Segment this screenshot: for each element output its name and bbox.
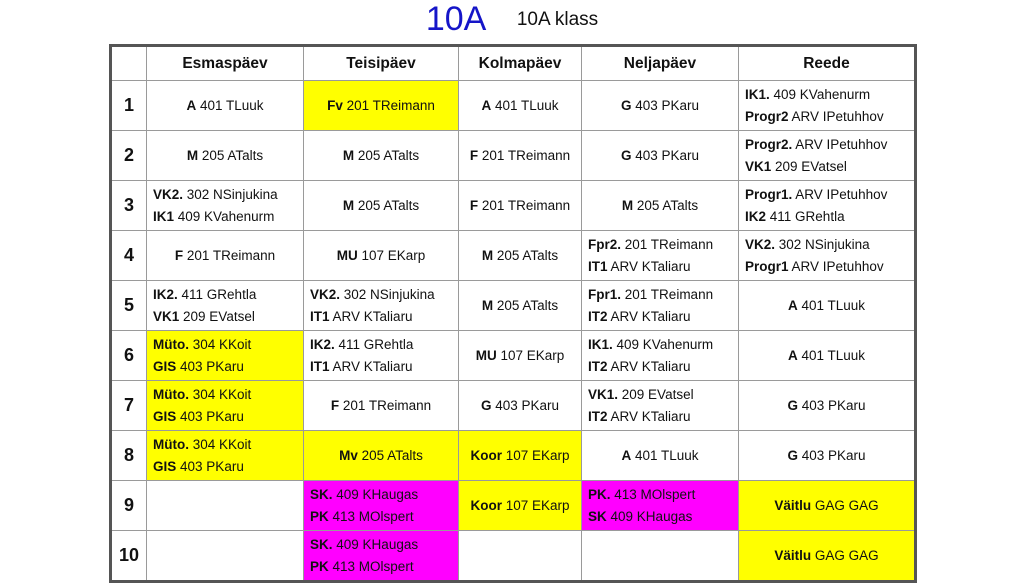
subject-code: A [481,97,492,113]
lesson-line [739,295,914,317]
lesson-cell [304,331,459,381]
lesson-line [739,184,914,206]
subject-code: VK1. [588,386,619,402]
room-teacher: ARV KTaliaru [332,308,413,324]
subject-code: IK2. [153,286,178,302]
subject-code: PK. [588,486,611,502]
room-teacher: 201 TReimann [624,286,714,302]
lesson-cell [582,181,739,231]
subject-code: Müto. [153,436,189,452]
day-header: Kolmapäev [459,46,582,81]
subject-code: VK2. [153,186,184,202]
lesson-line [147,184,303,206]
room-teacher: 201 TReimann [186,247,276,263]
lesson-line [582,256,738,278]
room-teacher: 302 NSinjukina [778,236,870,252]
lesson-line [304,445,458,467]
subject-code: A [186,97,197,113]
lesson-cell [459,281,582,331]
table-row [111,281,916,331]
room-teacher: 107 EKarp [361,247,426,263]
subject-code: GIS [153,408,177,424]
lesson-cell [304,481,459,531]
lesson-line [304,534,458,556]
subject-code: Väitlu [774,547,812,563]
subject-code: IT2 [588,358,608,374]
table-row [111,481,916,531]
room-teacher: 403 PKaru [801,397,866,413]
class-name: 10A klass [516,8,599,30]
lesson-line [304,334,458,356]
room-teacher: 409 KVahenurm [773,86,871,102]
lesson-cell [304,281,459,331]
lesson-cell [147,131,304,181]
lesson-line [304,284,458,306]
room-teacher: 403 PKaru [180,458,244,474]
room-teacher: 403 PKaru [635,147,700,163]
lesson-line [582,145,738,167]
room-teacher: 304 KKoit [192,386,252,402]
lesson-cell [304,81,459,131]
room-teacher: ARV IPetuhhov [795,186,888,202]
room-teacher: GAG GAG [814,497,879,513]
room-teacher: 205 ATalts [636,197,699,213]
lesson-line [147,306,303,328]
lesson-line [304,506,458,528]
lesson-line [739,545,914,567]
lesson-line [147,356,303,378]
lesson-cell [739,381,916,431]
subject-code: G [620,97,632,113]
lesson-line [147,434,303,456]
room-teacher: 205 ATalts [361,447,423,463]
corner-cell [111,46,147,81]
room-teacher: 409 KHaugas [336,536,419,552]
subject-code: Progr1 [745,258,789,274]
lesson-cell [582,481,739,531]
room-teacher: ARV IPetuhhov [791,258,884,274]
subject-code: SK. [310,486,333,502]
page-title [0,0,1024,44]
subject-code: IK1. [588,336,613,352]
subject-code: IK2. [310,336,335,352]
subject-code: MU [336,247,358,263]
room-teacher: 201 TReimann [624,236,714,252]
header-row [111,46,916,81]
room-teacher: ARV KTaliaru [332,358,413,374]
subject-code: G [787,397,798,413]
lesson-line [459,95,581,117]
subject-code: M [186,147,199,163]
lesson-cell [304,531,459,582]
subject-code: SK [588,508,607,524]
subject-code: Koor [470,447,502,463]
subject-code: M [621,197,634,213]
subject-code: M [342,147,355,163]
lesson-cell [739,181,916,231]
room-teacher: 302 NSinjukina [343,286,435,302]
lesson-line [582,195,738,217]
subject-code: GIS [153,358,177,374]
subject-code: A [787,297,798,313]
lesson-line [304,395,458,417]
room-teacher: 401 TLuuk [801,347,866,363]
lesson-cell [582,381,739,431]
lesson-cell [459,331,582,381]
room-teacher: 409 KVahenurm [616,336,714,352]
lesson-line [739,345,914,367]
lesson-cell [147,381,304,431]
subject-code: Väitlu [774,497,812,513]
room-teacher: 411 GRehtla [338,336,414,352]
lesson-line [582,284,738,306]
room-teacher: 201 TReimann [481,197,571,213]
room-teacher: 409 KHaugas [610,508,693,524]
subject-code: Fv [327,97,343,113]
table-row [111,381,916,431]
lesson-cell [147,181,304,231]
lesson-line [739,206,914,228]
lesson-line [304,195,458,217]
table-row [111,181,916,231]
room-teacher: ARV IPetuhhov [791,108,884,124]
lesson-cell [304,131,459,181]
subject-code: VK1 [153,308,180,324]
lesson-cell [459,531,582,582]
lesson-cell [459,81,582,131]
subject-code: G [480,397,492,413]
lesson-cell [147,481,304,531]
subject-code: VK2. [745,236,776,252]
room-teacher: ARV KTaliaru [610,258,691,274]
lesson-cell [459,231,582,281]
lesson-cell [582,131,739,181]
subject-code: IK2 [745,208,767,224]
room-teacher: 302 NSinjukina [186,186,278,202]
timetable [109,44,917,583]
room-teacher: 413 MOlspert [614,486,696,502]
subject-code: PK [310,508,329,524]
lesson-line [582,334,738,356]
lesson-line [147,334,303,356]
lesson-cell [582,331,739,381]
lesson-cell [739,331,916,381]
period-number: 3 [111,181,147,231]
day-header: Teisipäev [304,46,459,81]
lesson-line [739,495,914,517]
lesson-line [459,495,581,517]
lesson-cell [304,231,459,281]
lesson-line [459,445,581,467]
room-teacher: 107 EKarp [500,347,565,363]
lesson-line [739,156,914,178]
room-teacher: 201 TReimann [342,397,432,413]
room-teacher: 411 GRehtla [181,286,257,302]
class-code: 10A [425,0,487,38]
lesson-cell [147,431,304,481]
lesson-cell [459,381,582,431]
table-row [111,81,916,131]
room-teacher: 205 ATalts [357,147,420,163]
subject-code: IT1 [310,308,330,324]
lesson-cell [739,481,916,531]
lesson-line [459,145,581,167]
room-teacher: 403 PKaru [801,447,866,463]
subject-code: F [469,147,479,163]
room-teacher: 209 EVatsel [621,386,694,402]
subject-code: GIS [153,458,177,474]
lesson-line [739,395,914,417]
room-teacher: ARV KTaliaru [610,358,691,374]
lesson-cell [147,331,304,381]
subject-code: IT1 [310,358,330,374]
period-number: 5 [111,281,147,331]
table-row [111,231,916,281]
room-teacher: 205 ATalts [357,197,420,213]
room-teacher: 413 MOlspert [332,558,414,574]
room-teacher: 409 KVahenurm [177,208,275,224]
lesson-line [304,556,458,578]
subject-code: IT2 [588,308,608,324]
lesson-cell [582,431,739,481]
subject-code: M [481,297,494,313]
room-teacher: 411 GRehtla [769,208,845,224]
room-teacher: 209 EVatsel [183,308,255,324]
lesson-line [304,356,458,378]
room-teacher: 403 PKaru [635,97,700,113]
lesson-cell [739,531,916,582]
lesson-cell [304,381,459,431]
room-teacher: ARV IPetuhhov [795,136,888,152]
lesson-cell [459,131,582,181]
lesson-line [582,384,738,406]
lesson-line [739,445,914,467]
room-teacher: 304 KKoit [192,436,252,452]
subject-code: M [481,247,494,263]
room-teacher: 413 MOlspert [332,508,414,524]
subject-code: F [330,397,340,413]
room-teacher: 201 TReimann [346,97,435,113]
table-row [111,331,916,381]
lesson-line [582,445,738,467]
lesson-line [147,406,303,428]
table-row [111,531,916,582]
lesson-line [459,345,581,367]
lesson-cell [147,281,304,331]
lesson-cell [582,231,739,281]
room-teacher: 401 TLuuk [801,297,866,313]
lesson-line [147,456,303,478]
subject-code: Müto. [153,386,189,402]
room-teacher: ARV KTaliaru [610,408,691,424]
lesson-line [459,195,581,217]
subject-code: VK2. [310,286,341,302]
room-teacher: 107 EKarp [505,447,570,463]
room-teacher: GAG GAG [814,547,879,563]
lesson-line [304,245,458,267]
room-teacher: 209 EVatsel [775,158,847,174]
period-number: 1 [111,81,147,131]
lesson-line [739,234,914,256]
period-number: 4 [111,231,147,281]
lesson-cell [739,431,916,481]
lesson-line [147,95,303,117]
subject-code: A [787,347,798,363]
period-number: 10 [111,531,147,582]
lesson-cell [304,181,459,231]
lesson-cell [582,81,739,131]
lesson-cell [739,281,916,331]
lesson-cell [459,181,582,231]
subject-code: IK1. [745,86,770,102]
period-number: 7 [111,381,147,431]
subject-code: Müto. [153,336,189,352]
lesson-cell [582,531,739,582]
lesson-line [582,95,738,117]
room-teacher: ARV KTaliaru [610,308,691,324]
room-teacher: 107 EKarp [505,497,570,513]
lesson-line [304,484,458,506]
subject-code: F [174,247,184,263]
lesson-cell [739,81,916,131]
subject-code: PK [310,558,329,574]
subject-code: G [787,447,798,463]
lesson-line [582,484,738,506]
subject-code: MU [475,347,497,363]
lesson-cell [147,81,304,131]
table-row [111,131,916,181]
lesson-cell [739,131,916,181]
subject-code: M [342,197,355,213]
lesson-line [739,106,914,128]
day-header: Esmaspäev [147,46,304,81]
lesson-line [459,395,581,417]
lesson-line [582,234,738,256]
lesson-line [147,245,303,267]
lesson-line [459,245,581,267]
subject-code: IK1 [153,208,175,224]
subject-code: Fpr1. [588,286,622,302]
room-teacher: 401 TLuuk [494,97,559,113]
lesson-cell [739,231,916,281]
room-teacher: 304 KKoit [192,336,252,352]
lesson-cell [304,431,459,481]
lesson-line [582,406,738,428]
lesson-line [147,206,303,228]
subject-code: SK. [310,536,333,552]
subject-code: Fpr2. [588,236,622,252]
period-number: 9 [111,481,147,531]
lesson-cell [459,431,582,481]
subject-code: A [621,447,632,463]
subject-code: IT2 [588,408,608,424]
room-teacher: 201 TReimann [481,147,571,163]
period-number: 2 [111,131,147,181]
subject-code: Progr2 [745,108,789,124]
lesson-line [459,295,581,317]
room-teacher: 403 PKaru [180,408,244,424]
period-number: 8 [111,431,147,481]
lesson-line [147,384,303,406]
room-teacher: 403 PKaru [180,358,244,374]
day-header: Reede [739,46,916,81]
lesson-line [582,306,738,328]
subject-code: IT1 [588,258,608,274]
subject-code: Progr1. [745,186,793,202]
room-teacher: 205 ATalts [496,247,559,263]
lesson-line [582,506,738,528]
subject-code: G [620,147,632,163]
lesson-line [739,84,914,106]
lesson-line [147,284,303,306]
room-teacher: 401 TLuuk [199,97,264,113]
subject-code: VK1 [745,158,772,174]
table-row [111,431,916,481]
lesson-cell [582,281,739,331]
lesson-line [304,95,458,117]
subject-code: Mv [339,447,358,463]
lesson-cell [147,531,304,582]
lesson-cell [459,481,582,531]
lesson-cell [147,231,304,281]
subject-code: Koor [470,497,502,513]
lesson-line [304,306,458,328]
subject-code: F [469,197,479,213]
room-teacher: 409 KHaugas [336,486,419,502]
subject-code: Progr2. [745,136,793,152]
room-teacher: 205 ATalts [201,147,264,163]
room-teacher: 401 TLuuk [634,447,699,463]
period-number: 6 [111,331,147,381]
lesson-line [739,256,914,278]
lesson-line [582,356,738,378]
lesson-line [739,134,914,156]
room-teacher: 205 ATalts [496,297,559,313]
lesson-line [147,145,303,167]
day-header: Neljapäev [582,46,739,81]
lesson-line [304,145,458,167]
room-teacher: 403 PKaru [495,397,560,413]
